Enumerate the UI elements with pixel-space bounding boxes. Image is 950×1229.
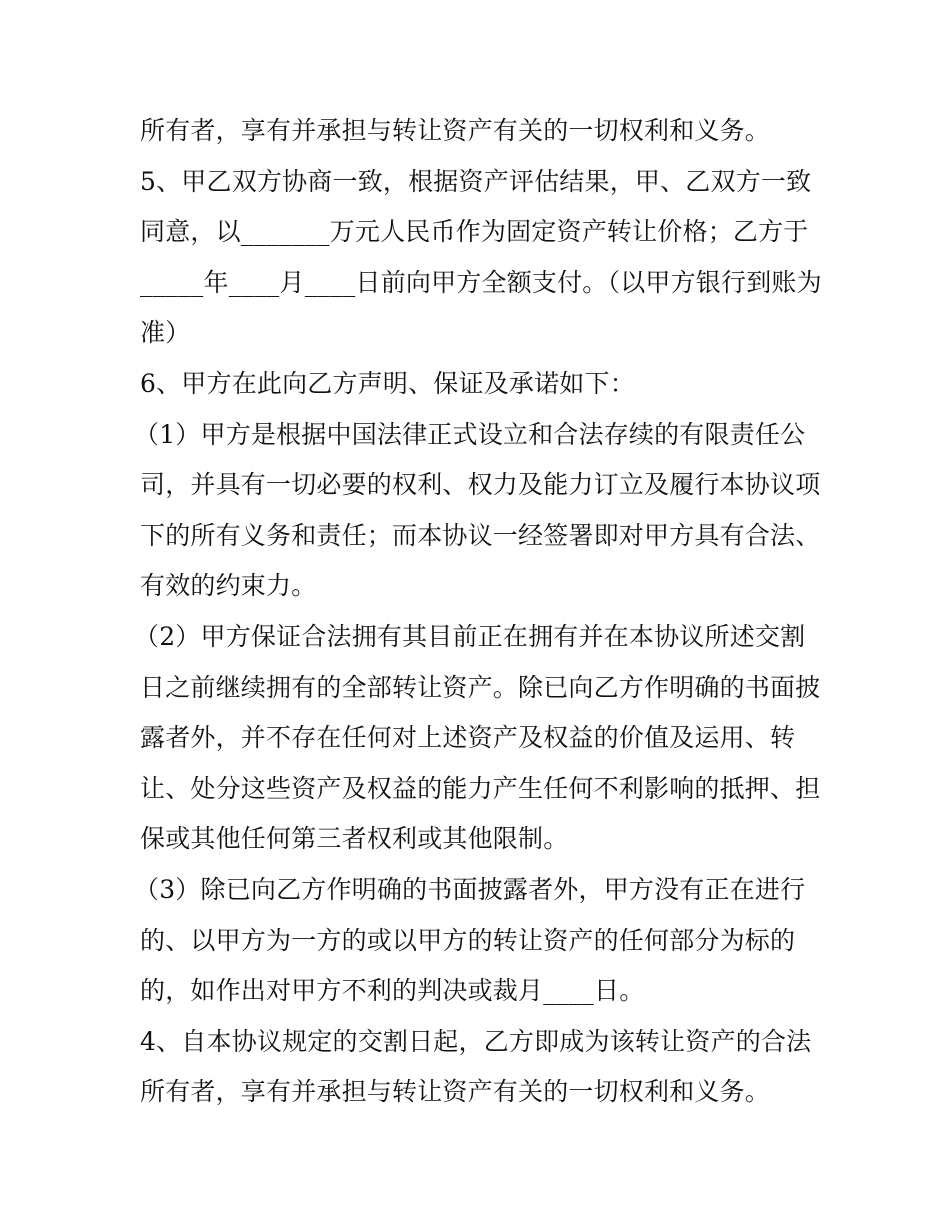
text-line: 4、自本协议规定的交割日起，乙方即成为该转让资产的合法 — [140, 1026, 812, 1056]
text-line: 让、处分这些资产及权益的能力产生任何不利影响的抵押、担 — [140, 773, 821, 803]
text-line: 日之前继续拥有的全部转让资产。除已向乙方作明确的书面披 — [140, 672, 821, 702]
text-line: （2）甲方保证合法拥有其目前正在拥有并在本协议所述交割 — [134, 621, 806, 651]
text-line: 所有者，享有并承担与转让资产有关的一切权利和义务。 — [140, 1077, 771, 1107]
text-line: 下的所有义务和责任；而本协议一经签署即对甲方具有合法、 — [140, 520, 821, 550]
text-line: 的，如作出对甲方不利的判决或裁月____日。 — [140, 976, 645, 1006]
text-line: 所有者，享有并承担与转让资产有关的一切权利和义务。 — [140, 116, 771, 145]
text-line: （3）除已向乙方作明确的书面披露者外，甲方没有正在进行 — [134, 874, 806, 904]
text-line: 露者外，并不存在任何对上述资产及权益的价值及运用、转 — [140, 723, 796, 753]
text-line: 保或其他任何第三者权利或其他限制。 — [140, 824, 569, 854]
text-line: 的、以甲方为一方的或以甲方的转让资产的任何部分为标的 — [140, 925, 796, 955]
text-line: 司，并具有一切必要的权利、权力及能力订立及履行本协议项 — [140, 470, 821, 500]
document-body — [134, 106, 822, 1118]
text-line: 准） — [140, 318, 191, 348]
text-line: 6、甲方在此向乙方声明、保证及承诺如下： — [140, 368, 635, 398]
text-line: （1）甲方是根据中国法律正式设立和合法存续的有限责任公 — [134, 419, 806, 449]
text-line: _____年____月____日前向甲方全额支付。（以甲方银行到账为 — [140, 267, 822, 297]
text-line: 同意，以_______万元人民币作为固定资产转让价格；乙方于 — [140, 217, 809, 247]
text-line: 有效的约束力。 — [140, 571, 317, 601]
text-line: 5、甲乙双方协商一致，根据资产评估结果，甲、乙双方一致 — [140, 166, 812, 196]
